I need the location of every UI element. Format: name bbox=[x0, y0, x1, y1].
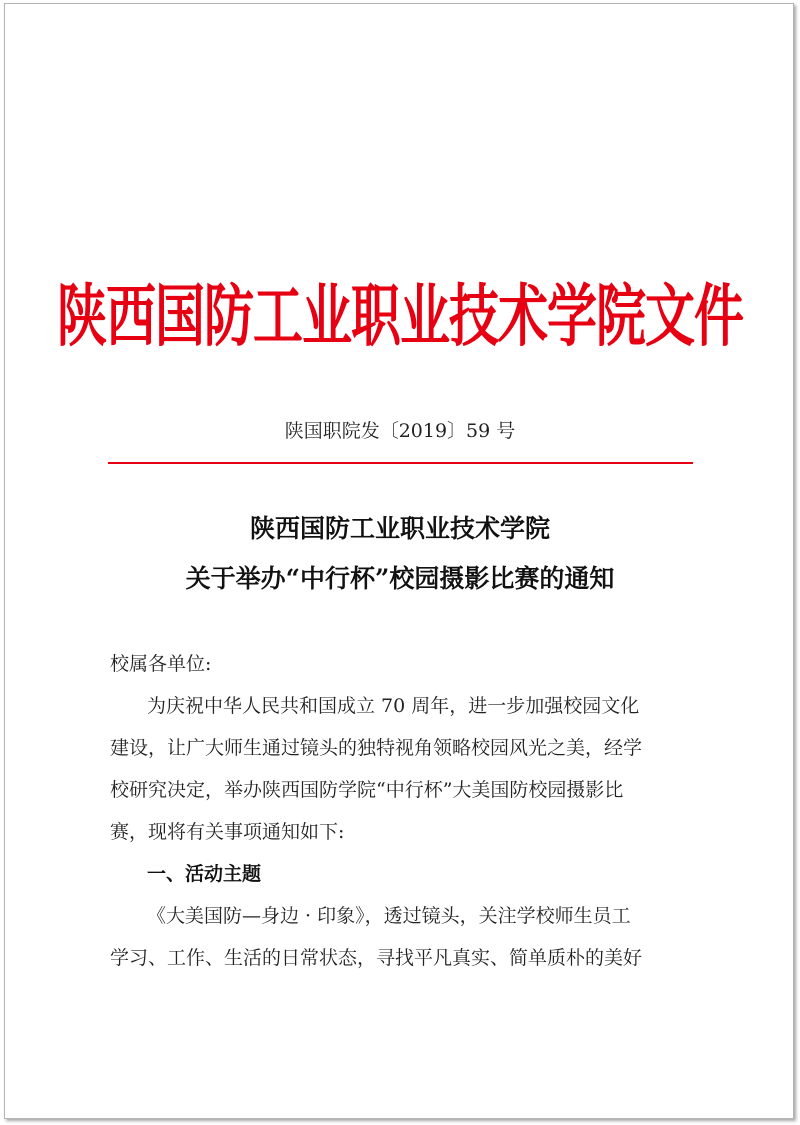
red-separator-line bbox=[108, 462, 693, 464]
paragraph-1-line-2: 建设，让广大师生通过镜头的独特视角领略校园风光之美，经学 bbox=[110, 737, 643, 759]
salutation: 校属各单位: bbox=[110, 653, 212, 675]
letterhead-title: 陕西国防工业职业技术学院文件 bbox=[57, 276, 743, 356]
notice-title-line-2: 关于举办“中行杯”校园摄影比赛的通知 bbox=[185, 564, 615, 593]
section-1-line-2: 学习、工作、生活的日常状态，寻找平凡真实、简单质朴的美好 bbox=[110, 947, 643, 969]
paragraph-1-line-3: 校研究决定，举办陕西国防学院“中行杯”大美国防校园摄影比 bbox=[110, 779, 624, 801]
section-1-line-1: 《大美国防—身边 · 印象》，透过镜头，关注学校师生员工 bbox=[147, 905, 631, 927]
section-1-heading: 一、活动主题 bbox=[147, 863, 262, 885]
notice-title-line-1: 陕西国防工业职业技术学院 bbox=[249, 514, 550, 543]
document-number: 陕国职院发〔2019〕59 号 bbox=[284, 420, 516, 442]
paragraph-1-line-1: 为庆祝中华人民共和国成立 70 周年，进一步加强校园文化 bbox=[147, 695, 640, 717]
paragraph-1-line-4: 赛，现将有关事项通知如下: bbox=[110, 821, 345, 843]
